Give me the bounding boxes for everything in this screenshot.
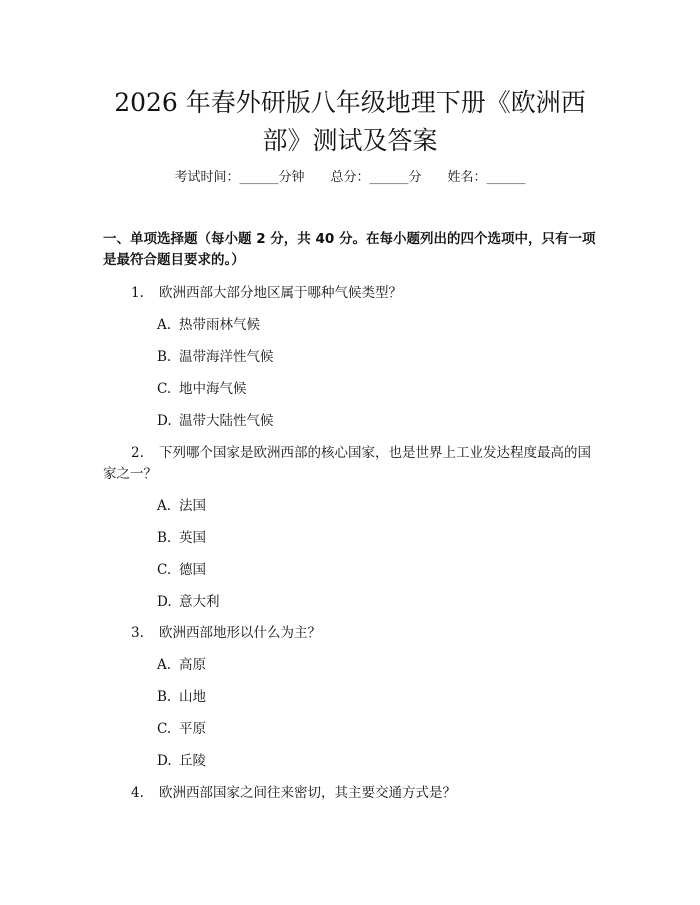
option-letter: C. xyxy=(157,562,172,578)
option-letter: C. xyxy=(157,721,172,737)
option-letter: D. xyxy=(157,413,172,429)
option-text: 高原 xyxy=(179,657,206,673)
exam-title-line-2: 部》测试及答案 xyxy=(262,126,438,155)
section-heading-single-choice: 一、单项选择题（每小题 2 分，共 40 分。在每小题列出的四个选项中，只有一项是最符合题目要求的。） xyxy=(103,231,596,268)
exam-name-field: 姓名：______ xyxy=(447,170,526,185)
option-letter: D. xyxy=(157,753,172,769)
question-number: 2. xyxy=(131,445,144,461)
question-number: 4. xyxy=(131,785,144,801)
option-text: 英国 xyxy=(179,530,206,546)
option-letter: D. xyxy=(157,594,172,610)
exam-title-line-1: 2026 年春外研版八年级地理下册《欧洲西 xyxy=(114,88,586,117)
question-number: 3. xyxy=(131,625,144,641)
question-text-line-1: 下列哪个国家是欧洲西部的核心国家，也是世界上工业发达程度最高的国 xyxy=(159,445,591,461)
option-text: 温带海洋性气候 xyxy=(179,349,274,365)
question-1-option-b[interactable] xyxy=(157,347,557,368)
question-2 xyxy=(131,443,601,464)
question-text: 欧洲西部地形以什么为主？ xyxy=(159,625,321,641)
option-text: 地中海气候 xyxy=(179,381,247,397)
option-letter: C. xyxy=(157,381,172,397)
question-2-option-c[interactable] xyxy=(157,560,557,581)
question-2-continuation xyxy=(103,464,603,485)
exam-meta xyxy=(0,168,700,188)
option-letter: A. xyxy=(157,657,172,673)
option-letter: B. xyxy=(157,349,172,365)
question-4 xyxy=(131,783,601,804)
question-text: 欧洲西部国家之间往来密切，其主要交通方式是？ xyxy=(159,785,456,801)
question-2-option-b[interactable] xyxy=(157,528,557,549)
option-text: 平原 xyxy=(179,721,206,737)
question-3-option-a[interactable] xyxy=(157,655,557,676)
exam-time-field: 考试时间：______分钟 xyxy=(174,170,305,185)
question-3 xyxy=(131,623,601,644)
question-1-option-d[interactable] xyxy=(157,411,557,432)
question-1 xyxy=(131,283,601,304)
question-number: 1. xyxy=(131,285,144,301)
question-1-option-a[interactable] xyxy=(157,315,557,336)
option-text: 热带雨林气候 xyxy=(179,317,260,333)
option-letter: B. xyxy=(157,689,172,705)
question-text: 欧洲西部大部分地区属于哪种气候类型？ xyxy=(159,285,402,301)
question-2-option-a[interactable] xyxy=(157,496,557,517)
question-text-line-2: 家之一？ xyxy=(103,466,157,482)
option-text: 山地 xyxy=(179,689,206,705)
question-3-option-c[interactable] xyxy=(157,719,557,740)
question-1-option-c[interactable] xyxy=(157,379,557,400)
option-text: 丘陵 xyxy=(179,753,206,769)
option-text: 德国 xyxy=(179,562,206,578)
question-2-option-d[interactable] xyxy=(157,592,557,613)
option-letter: B. xyxy=(157,530,172,546)
option-letter: A. xyxy=(157,317,172,333)
option-letter: A. xyxy=(157,498,172,514)
exam-score-field: 总分：______分 xyxy=(330,170,422,185)
question-3-option-d[interactable] xyxy=(157,751,557,772)
option-text: 意大利 xyxy=(179,594,220,610)
option-text: 法国 xyxy=(179,498,206,514)
exam-title xyxy=(80,84,620,160)
option-text: 温带大陆性气候 xyxy=(179,413,274,429)
question-3-option-b[interactable] xyxy=(157,687,557,708)
